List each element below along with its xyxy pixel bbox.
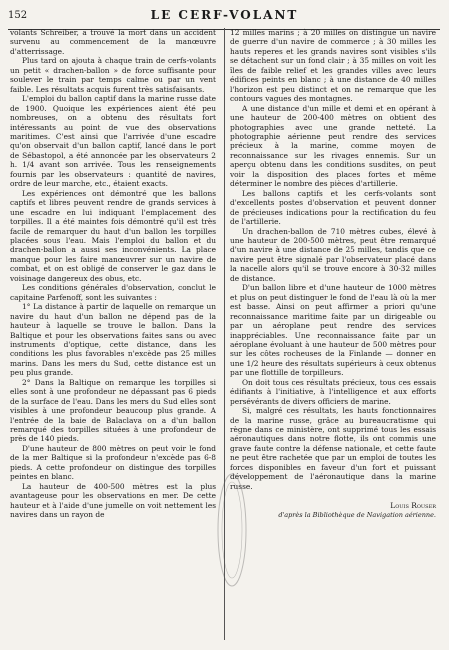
left-column [10, 28, 216, 520]
right-column [230, 28, 436, 520]
paragraph: On doit tous ces résultats précieux, tous ces essais édifiants à l'initiative, à l'intelligence et aux efforts persévérants de divers officiers de marine. [230, 377, 436, 406]
page-number: 152 [8, 10, 28, 21]
source-note: d'après la Bibliothèque de Navigation aérienne. [278, 510, 436, 519]
paragraph: A une distance d'un mille et demi et en opérant à une hauteur de 200-400 mètres on obtient des photographies avec une grande netteté. La photographie aérienne peut rendre des services précieux à la marine, comme moyen de reconnaissance sur les rivages ennemis. Sur un aperçu obtenu dans les conditions susdites, on peut voir la disposition des places fortes et même déterminer le nombre des pièces d'artillerie. [230, 103, 436, 189]
paragraph: Les expériences ont démontré que les ballons captifs et libres peuvent rendre de grands services à une escadre en lui indiquant l'emplacement des torpilles. Il a été maintes fois démontré qu'il est très facile de remarquer du haut d'un ballon les torpilles placées sous l'eau. Mais l'emploi du ballon et du drachen-ballon a aussi ses inconvénients. La place manque pour les faire manœuvrer sur un navire de combat, et on est obligé de conserver le gaz dans le voisinage dangereux des obus, etc. [10, 188, 216, 283]
paragraph: Les conditions générales d'observation, conclut le capitaine Parfenoff, sont les suivantes : [10, 283, 216, 302]
paragraph: D'une hauteur de 800 mètres on peut voir le fond de la mer Baltique si la profondeur n'excède pas 6-8 pieds. A cette profondeur on distingue des torpilles peintes en blanc. [10, 443, 216, 482]
paragraph: Un drachen-ballon de 710 mètres cubes, élevé à une hauteur de 200-500 mètres, peut être remarqué d'un navire à une distance de 25 milles, tandis que ce navire peut être signalé par l'observateur placé dans la nacelle alors qu'il se trouve encore à 30-32 milles de distance. [230, 226, 436, 283]
paragraph: Si, malgré ces résultats, les hauts fonctionnaires de la marine russe, grâce au bureaucratisme qui règne dans ce ministère, ont supprimé tous les essais aéronautiques dans notre flotte, ils ont commis une grave faute contre la défense nationale, et cette faute ne peut être rachetée que par un emploi de toutes les forces disponibles en faveur d'un fort et puissant développement de l'aéronautique dans la marine russe. [230, 406, 436, 491]
paragraph: volants Schreiber, a trouvé la mort dans un accident survenu au commencement de la manœuvre d'atterrissage. [10, 28, 216, 56]
library-stamp [215, 470, 249, 590]
author-signature: Louis Rouser [390, 501, 436, 511]
paragraph: La hauteur de 400-500 mètres est la plus avantageuse pour les observations en mer. De cette hauteur et à l'aide d'une jumelle on voit nettement les navires dans un rayon de [10, 481, 216, 520]
paragraph: 12 milles marins ; à 20 milles on distingue un navire de guerre d'un navire de commerce ; à 30 milles les hauts reperes et les grands navires sont visibles s'ils se détachent sur un fond clair ; à 35 milles on voit les îles de faible relief et les grandes villes avec leurs édifices peints en blanc ; à une distance de 40 milles l'horizon est peu distinct et on ne remarque que les contours vagues des montagnes. [230, 28, 436, 104]
paragraph: Les ballons captifs et les cerfs-volants sont d'excellents postes d'observation et peuvent donner de précieuses indications pour la rectification du feu de l'artillerie. [230, 188, 436, 227]
paragraph: 2° Dans la Baltique on remarque les torpilles si elles sont à une profondeur ne dépassant pas 6 pieds de la surface de l'eau. Dans les mers du Sud elles sont visibles à une profondeur beaucoup plus grande. A l'entrée de la baie de Balaclava on a d'un ballon remarqué des torpilles situées à une profondeur de près de 140 pieds. [10, 377, 216, 444]
paragraph: L'emploi du ballon captif dans la marine russe date de 1900. Quoique les expériences aient été peu nombreuses, on a obtenu des résultats fort intéressants au point de vue des observations maritimes. C'est ainsi que l'arrivée d'une escadre qu'on observait d'un ballon captif, lancé dans le port de Sébastopol, a été annoncée par les observateurs 2 h. 1/4 avant son arrivée. Tous les renseignements fournis par les observateurs : quantité de navires, ordre de leur marche, etc., étaient exacts. [10, 94, 216, 189]
page-header [0, 6, 449, 28]
journal-title: LE CERF-VOLANT [150, 8, 299, 22]
paragraph: D'un ballon libre et d'une hauteur de 1000 mètres et plus on peut distinguer le fond de l'eau là où la mer est basse. Ainsi on peut affirmer a priori qu'une reconnaissance maritime faite par un dirigeable ou par un aéroplane peut rendre des services inappréciables. Une reconnaissance faite par un aéroplane évoluant à une hauteur de 500 mètres pour sur les côtes rocheuses de la Finlande — donner en une 1/2 heure des résultats supérieurs à ceux obtenus par une flottille de torpilleurs. [230, 283, 436, 378]
paragraph: Plus tard on ajouta à chaque train de cerfs-volants un petit « drachen-ballon » de force suffisante pour soulever le train par temps calme ou par un vent faible. Les résultats acquis furent très satisfaisants. [10, 56, 216, 94]
paragraph: 1° La distance à partir de laquelle on remarque un navire du haut d'un ballon ne dépend pas de la hauteur à laquelle se trouve le ballon. Dans la Baltique et pour les observations faites sans ou avec instruments d'optique, cette distance, dans les conditions les plus favorables n'excède pas 25 milles marins. Dans les mers du Sud, cette distance est un peu plus grande. [10, 302, 216, 378]
